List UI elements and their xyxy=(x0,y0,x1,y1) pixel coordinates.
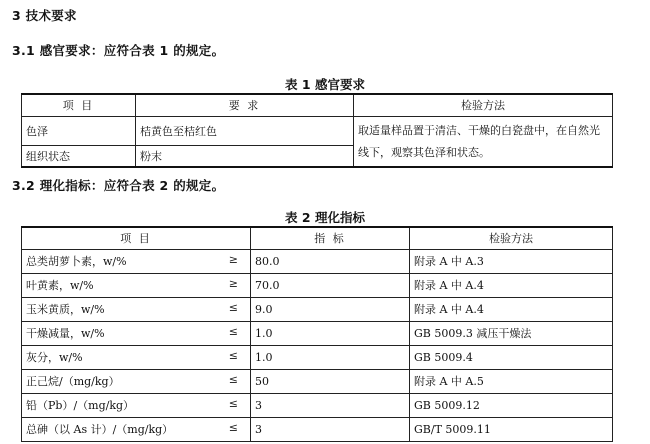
row-method: 附录 A 中 A.5 xyxy=(410,369,613,393)
table-1-req-color: 桔黄色至桔红色 xyxy=(136,116,354,145)
row-operator: ≤ xyxy=(228,301,238,314)
row-method: GB/T 5009.11 xyxy=(410,417,613,441)
row-value: 70.0 xyxy=(251,273,410,297)
row-item: 灰分，w/% xyxy=(26,351,83,364)
table-2-row xyxy=(22,369,613,393)
row-operator: ≤ xyxy=(228,397,238,410)
row-item: 叶黄素，w/% xyxy=(26,279,94,292)
row-method: 附录 A 中 A.3 xyxy=(410,249,613,273)
table-1-header-requirement: 要 求 xyxy=(136,94,354,116)
table-1-item-texture: 组织状态 xyxy=(22,145,136,167)
table-2-header-item: 项 目 xyxy=(22,227,251,249)
sensory-requirements-table xyxy=(21,93,613,168)
row-value: 3 xyxy=(251,417,410,441)
row-method: 附录 A 中 A.4 xyxy=(410,273,613,297)
row-operator: ≤ xyxy=(228,349,238,362)
table-1-header-method: 检验方法 xyxy=(354,94,613,116)
row-operator: ≤ xyxy=(228,421,238,434)
table-2-row xyxy=(22,321,613,345)
section-heading: 3 技术要求 xyxy=(12,8,77,23)
row-value: 1.0 xyxy=(251,321,410,345)
table-2-caption: 表 2 理化指标 xyxy=(285,210,365,225)
table-2-header-method: 检验方法 xyxy=(410,227,613,249)
physicochemical-indicators-table xyxy=(21,226,613,442)
row-item: 正己烷/（mg/kg） xyxy=(26,375,120,388)
table-1-caption: 表 1 感官要求 xyxy=(285,77,365,92)
row-value: 80.0 xyxy=(251,249,410,273)
table-1-item-color: 色泽 xyxy=(22,116,136,145)
table-2-row xyxy=(22,273,613,297)
row-value: 1.0 xyxy=(251,345,410,369)
table-1-req-texture: 粉末 xyxy=(136,145,354,167)
row-method: 附录 A 中 A.4 xyxy=(410,297,613,321)
subsection-3-2-heading: 3.2 理化指标：应符合表 2 的规定。 xyxy=(12,178,225,193)
row-operator: ≥ xyxy=(228,253,238,266)
row-method: GB 5009.12 xyxy=(410,393,613,417)
row-item: 玉米黄质，w/% xyxy=(26,303,105,316)
row-operator: ≥ xyxy=(228,277,238,290)
table-2-row xyxy=(22,249,613,273)
table-1-header-item: 项 目 xyxy=(22,94,136,116)
row-method: GB 5009.3 减压干燥法 xyxy=(410,321,613,345)
row-item: 总类胡萝卜素，w/% xyxy=(26,255,127,268)
row-item: 铅（Pb）/（mg/kg） xyxy=(26,399,135,412)
table-2-header-index: 指 标 xyxy=(251,227,410,249)
subsection-3-1-heading: 3.1 感官要求：应符合表 1 的规定。 xyxy=(12,43,225,58)
table-1-method: 取适量样品置于清洁、干燥的白瓷盘中，在自然光线下，观察其色泽和状态。 xyxy=(354,116,613,167)
row-operator: ≤ xyxy=(228,325,238,338)
table-2-row xyxy=(22,393,613,417)
row-item: 总砷（以 As 计）/（mg/kg） xyxy=(26,423,174,436)
row-operator: ≤ xyxy=(228,373,238,386)
row-value: 50 xyxy=(251,369,410,393)
row-value: 9.0 xyxy=(251,297,410,321)
row-method: GB 5009.4 xyxy=(410,345,613,369)
row-value: 3 xyxy=(251,393,410,417)
table-2-row xyxy=(22,345,613,369)
table-2-row xyxy=(22,417,613,441)
table-2-row xyxy=(22,297,613,321)
row-item: 干燥减量，w/% xyxy=(26,327,105,340)
